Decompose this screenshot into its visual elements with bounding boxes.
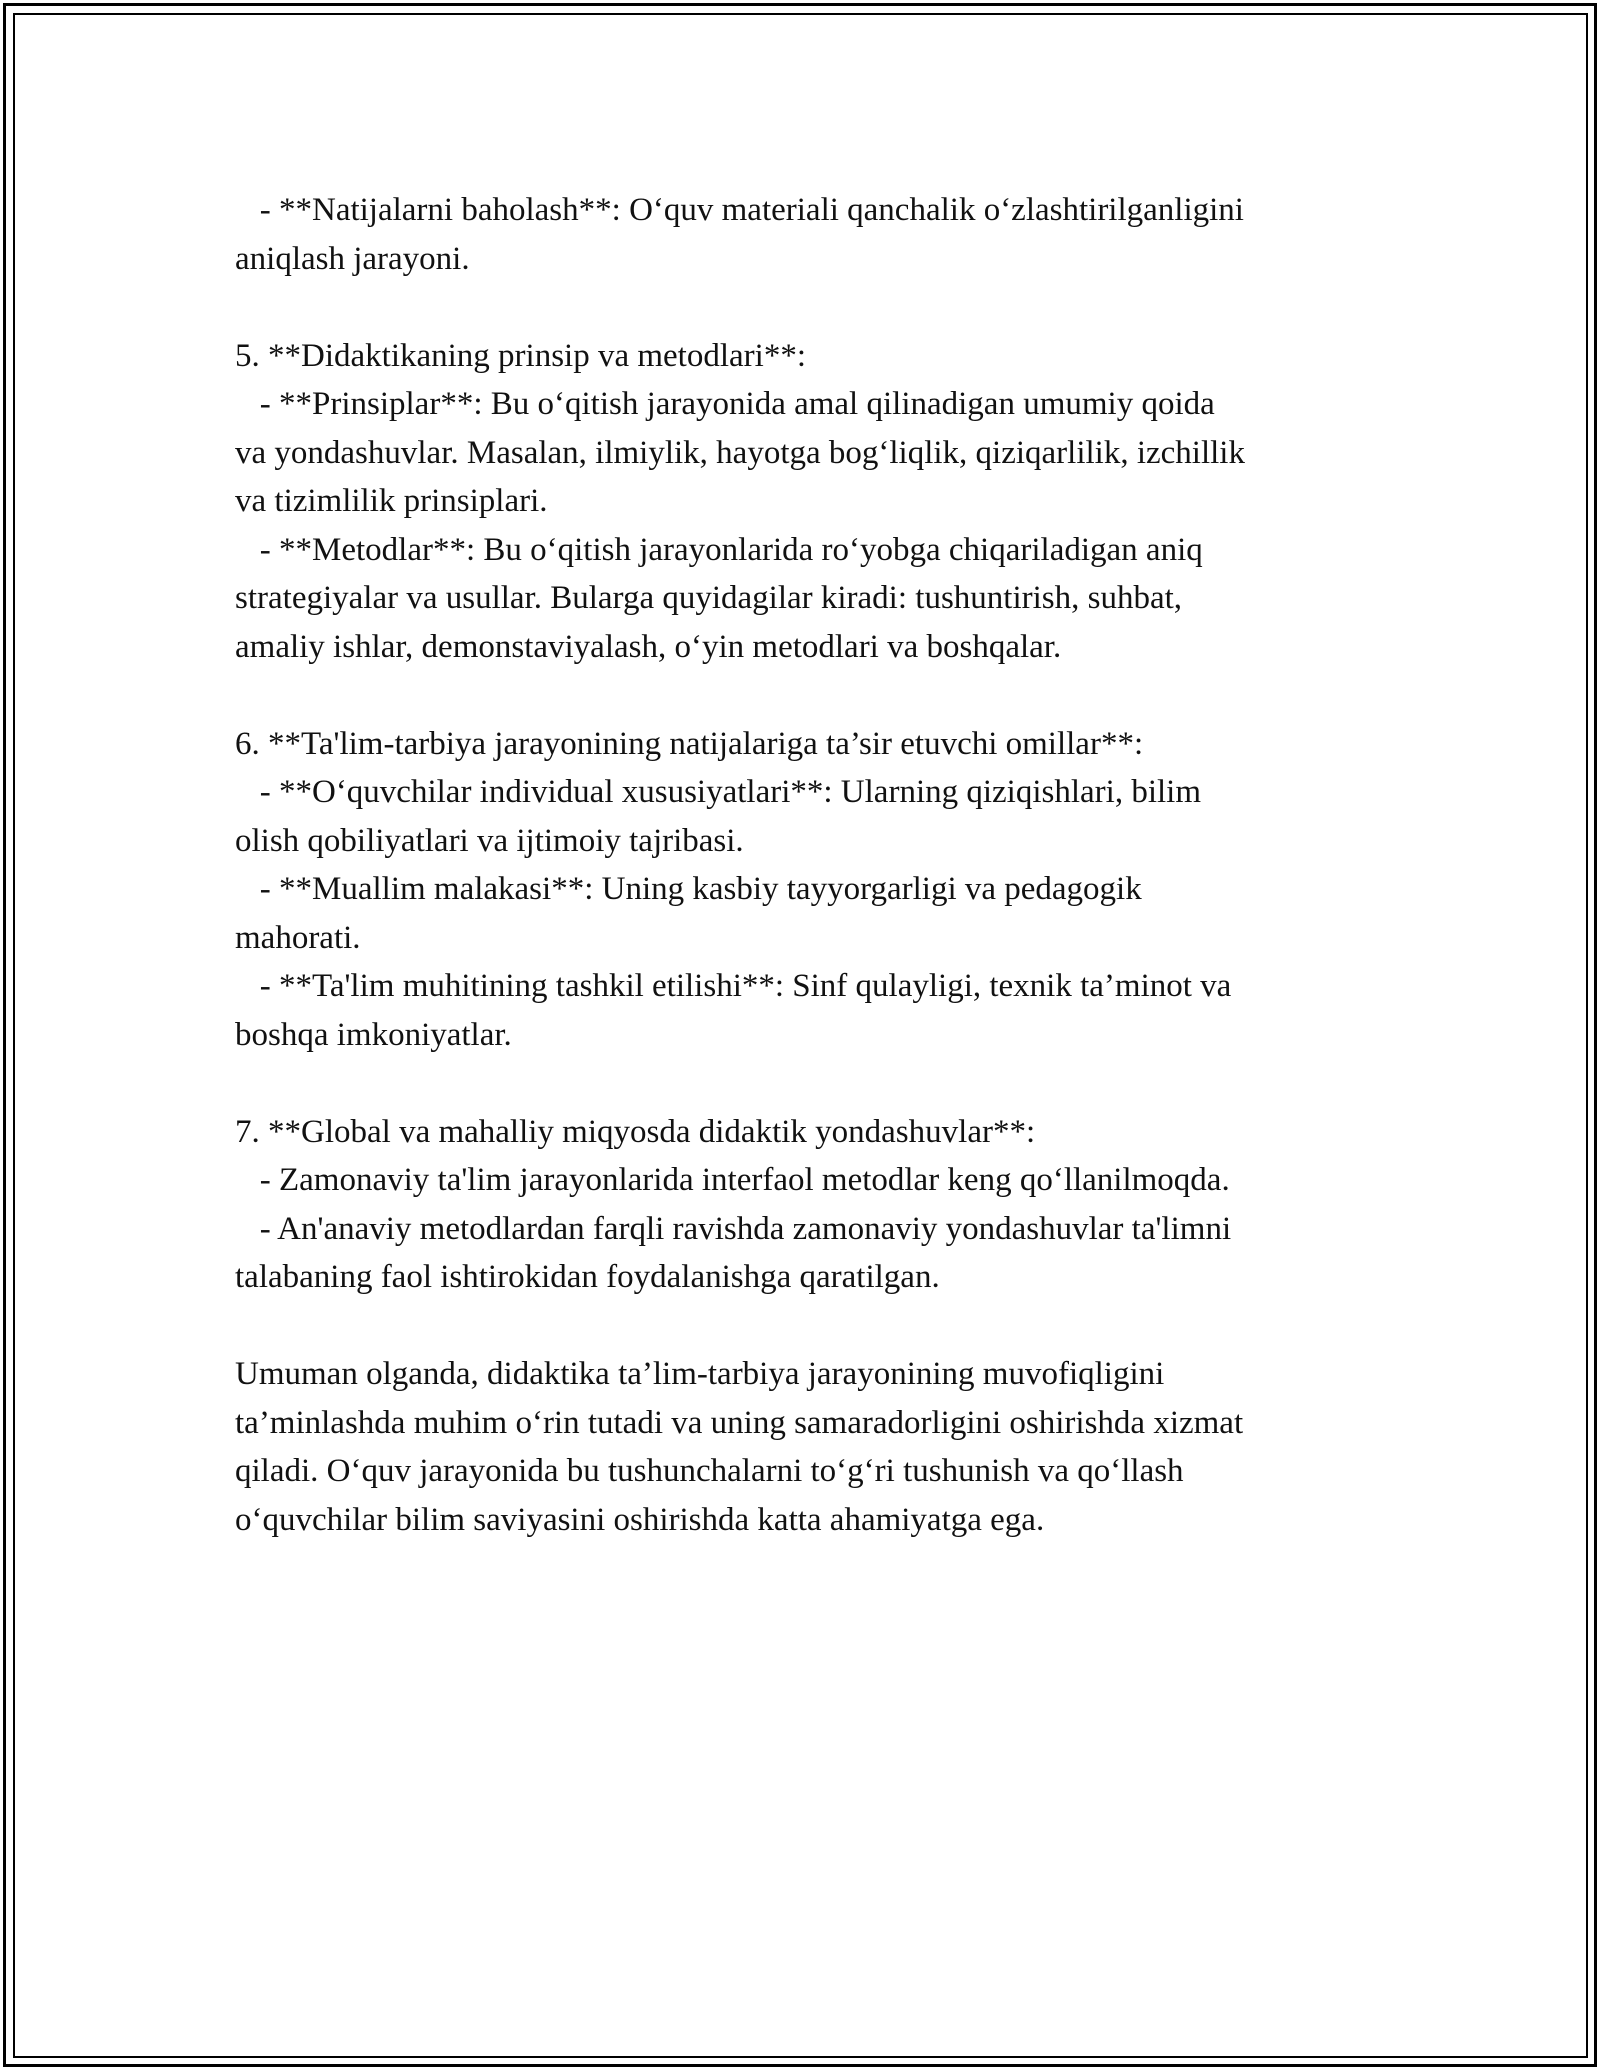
text-line: strategiyalar va usullar. Bularga quyidagilar kiradi: tushuntirish, suhbat, bbox=[235, 580, 1183, 616]
text-line: boshqa imkoniyatlar. bbox=[235, 1016, 512, 1053]
text-line: - An'anaviy metodlardan farqli ravishda zamonaviy yondashuvlar ta'limni bbox=[235, 1210, 1232, 1247]
document-body bbox=[235, 186, 1375, 1544]
text-line: mahorati. bbox=[235, 919, 361, 956]
text-line: olish qobiliyatlari va ijtimoiy tajribasi. bbox=[235, 822, 744, 859]
text-line: va tizimlilik prinsiplari. bbox=[235, 483, 548, 519]
text-line: - **Prinsiplar**: Bu o‘qitish jarayonida amal qilinadigan umumiy qoida bbox=[235, 386, 1215, 422]
paragraph-gap bbox=[235, 283, 1375, 332]
section-heading: 5. **Didaktikaning prinsip va metodlari**: bbox=[235, 337, 806, 374]
paragraph-conclusion bbox=[235, 1350, 1375, 1544]
paragraph-gap bbox=[235, 1059, 1375, 1108]
text-line: aniqlash jarayoni. bbox=[235, 240, 470, 277]
section-heading: 7. **Global va mahalliy miqyosda didaktik yondashuvlar**: bbox=[235, 1113, 1036, 1150]
paragraph-gap bbox=[235, 671, 1375, 720]
paragraph-item-4-tail bbox=[235, 186, 1375, 283]
text-line: qiladi. O‘quv jarayonida bu tushunchalarni to‘g‘ri tushunish va qo‘llash bbox=[235, 1453, 1184, 1489]
text-line: - **O‘quvchilar individual xususiyatlari**: Ularning qiziqishlari, bilim bbox=[235, 774, 1202, 810]
paragraph-item-5 bbox=[235, 332, 1375, 672]
text-line: - Zamonaviy ta'lim jarayonlarida interfaol metodlar keng qo‘llanilmoqda. bbox=[235, 1162, 1230, 1198]
text-line: - **Natijalarni baholash**: O‘quv materiali qanchalik o‘zlashtirilganligini bbox=[235, 192, 1244, 228]
text-line: - **Metodlar**: Bu o‘qitish jarayonlarida ro‘yobga chiqariladigan aniq bbox=[235, 531, 1203, 568]
text-line: - **Ta'lim muhitining tashkil etilishi**: Sinf qulayligi, texnik ta’minot va bbox=[235, 968, 1232, 1004]
text-line: o‘quvchilar bilim saviyasini oshirishda katta ahamiyatga ega. bbox=[235, 1501, 1045, 1538]
text-line: talabaning faol ishtirokidan foydalanishga qaratilgan. bbox=[235, 1259, 940, 1295]
text-line: amaliy ishlar, demonstaviyalash, o‘yin metodlari va boshqalar. bbox=[235, 628, 1062, 665]
paragraph-item-7 bbox=[235, 1108, 1375, 1302]
text-line: Umuman olganda, didaktika ta’lim-tarbiya jarayonining muvofiqligini bbox=[235, 1356, 1165, 1392]
section-heading: 6. **Ta'lim-tarbiya jarayonining natijalariga ta’sir etuvchi omillar**: bbox=[235, 725, 1144, 762]
paragraph-item-6 bbox=[235, 720, 1375, 1060]
text-line: - **Muallim malakasi**: Uning kasbiy tayyorgarligi va pedagogik bbox=[235, 871, 1142, 907]
text-line: va yondashuvlar. Masalan, ilmiylik, hayotga bog‘liqlik, qiziqarlilik, izchillik bbox=[235, 434, 1245, 471]
text-line: ta’minlashda muhim o‘rin tutadi va uning samaradorligini oshirishda xizmat bbox=[235, 1404, 1244, 1441]
paragraph-gap bbox=[235, 1302, 1375, 1351]
